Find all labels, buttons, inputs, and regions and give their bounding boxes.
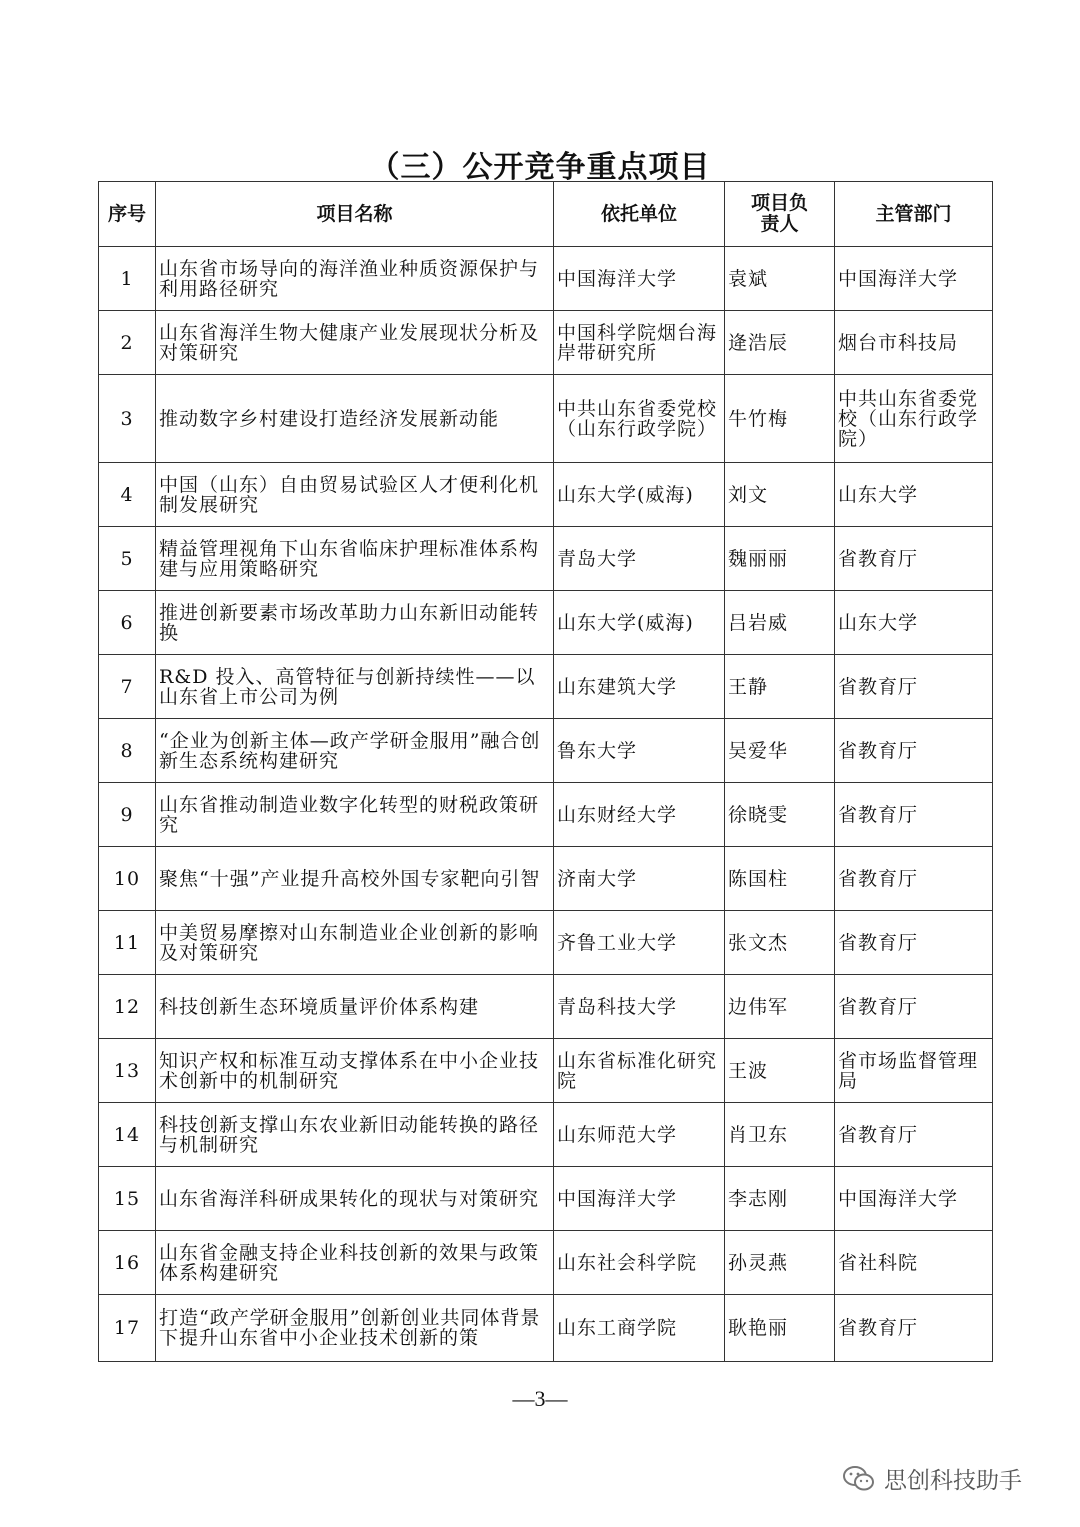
- cell-project-name: “企业为创新主体—政产学研金服用”融合创新生态系统构建研究: [156, 719, 554, 783]
- cell-num: 5: [99, 527, 156, 591]
- cell-project-name: 山东省海洋科研成果转化的现状与对策研究: [156, 1167, 554, 1231]
- table-row: [99, 463, 993, 527]
- projects-table: [98, 181, 993, 1362]
- table-row: [99, 655, 993, 719]
- cell-leader: 魏丽丽: [725, 527, 835, 591]
- cell-leader: 吕岩威: [725, 591, 835, 655]
- watermark-text: 思创科技助手: [884, 1468, 1022, 1494]
- table-body: [99, 247, 993, 1362]
- cell-department: 省教育厅: [835, 527, 993, 591]
- table-row: [99, 1295, 993, 1362]
- table-row: [99, 1167, 993, 1231]
- cell-project-name: 中国（山东）自由贸易试验区人才便利化机制发展研究: [156, 463, 554, 527]
- table-row: [99, 591, 993, 655]
- cell-leader: 肖卫东: [725, 1103, 835, 1167]
- cell-project-name: 推进创新要素市场改革助力山东新旧动能转换: [156, 591, 554, 655]
- table-row: [99, 311, 993, 375]
- cell-project-name: 推动数字乡村建设打造经济发展新动能: [156, 375, 554, 463]
- cell-num: 4: [99, 463, 156, 527]
- table-row: [99, 1039, 993, 1103]
- cell-host-unit: 山东财经大学: [554, 783, 725, 847]
- cell-department: 山东大学: [835, 463, 993, 527]
- cell-leader: 陈国柱: [725, 847, 835, 911]
- cell-leader: 边伟军: [725, 975, 835, 1039]
- cell-project-name: 打造“政产学研金服用”创新创业共同体背景下提升山东省中小企业技术创新的策: [156, 1295, 554, 1362]
- watermark: [842, 1462, 1022, 1495]
- cell-department: 省教育厅: [835, 719, 993, 783]
- page-title: （三）公开竞争重点项目: [369, 150, 711, 185]
- cell-num: 13: [99, 1039, 156, 1103]
- cell-num: 16: [99, 1231, 156, 1295]
- cell-department: 省教育厅: [835, 975, 993, 1039]
- cell-leader: 李志刚: [725, 1167, 835, 1231]
- cell-host-unit: 青岛大学: [554, 527, 725, 591]
- cell-host-unit: 山东省标准化研究院: [554, 1039, 725, 1103]
- cell-leader: 吴爱华: [725, 719, 835, 783]
- cell-host-unit: 鲁东大学: [554, 719, 725, 783]
- table-row: [99, 247, 993, 311]
- cell-department: 山东大学: [835, 591, 993, 655]
- cell-leader: 孙灵燕: [725, 1231, 835, 1295]
- cell-num: 8: [99, 719, 156, 783]
- cell-project-name: 山东省推动制造业数字化转型的财税政策研究: [156, 783, 554, 847]
- cell-host-unit: 山东师范大学: [554, 1103, 725, 1167]
- cell-leader: 张文杰: [725, 911, 835, 975]
- cell-project-name: 山东省市场导向的海洋渔业种质资源保护与利用路径研究: [156, 247, 554, 311]
- cell-num: 14: [99, 1103, 156, 1167]
- cell-department: 省市场监督管理局: [835, 1039, 993, 1103]
- cell-department: 省教育厅: [835, 783, 993, 847]
- cell-project-name: 聚焦“十强”产业提升高校外国专家靶向引智: [156, 847, 554, 911]
- table-row: [99, 527, 993, 591]
- cell-host-unit: 齐鲁工业大学: [554, 911, 725, 975]
- cell-leader: 耿艳丽: [725, 1295, 835, 1362]
- table-row: [99, 375, 993, 463]
- cell-project-name: 山东省金融支持企业科技创新的效果与政策体系构建研究: [156, 1231, 554, 1295]
- cell-project-name: 山东省海洋生物大健康产业发展现状分析及对策研究: [156, 311, 554, 375]
- cell-department: 中共山东省委党校（山东行政学院）: [835, 375, 993, 463]
- cell-num: 7: [99, 655, 156, 719]
- cell-project-name: 精益管理视角下山东省临床护理标准体系构建与应用策略研究: [156, 527, 554, 591]
- cell-host-unit: 山东社会科学院: [554, 1231, 725, 1295]
- cell-leader: 王静: [725, 655, 835, 719]
- table-row: [99, 911, 993, 975]
- cell-host-unit: 中国海洋大学: [554, 1167, 725, 1231]
- table-header-row: [99, 182, 993, 247]
- table-row: [99, 1103, 993, 1167]
- header-dept: 主管部门: [835, 182, 993, 247]
- header-unit: 依托单位: [554, 182, 725, 247]
- cell-department: 省教育厅: [835, 847, 993, 911]
- cell-host-unit: 青岛科技大学: [554, 975, 725, 1039]
- table-row: [99, 1231, 993, 1295]
- header-num: 序号: [99, 182, 156, 247]
- cell-num: 17: [99, 1295, 156, 1362]
- table-row: [99, 719, 993, 783]
- cell-project-name: 知识产权和标准互动支撑体系在中小企业技术创新中的机制研究: [156, 1039, 554, 1103]
- cell-department: 中国海洋大学: [835, 247, 993, 311]
- cell-host-unit: 山东大学(威海): [554, 591, 725, 655]
- table-row: [99, 783, 993, 847]
- cell-department: 省教育厅: [835, 655, 993, 719]
- cell-host-unit: 中国海洋大学: [554, 247, 725, 311]
- cell-leader: 逄浩辰: [725, 311, 835, 375]
- cell-leader: 王波: [725, 1039, 835, 1103]
- cell-leader: 徐晓雯: [725, 783, 835, 847]
- table-row: [99, 847, 993, 911]
- cell-num: 1: [99, 247, 156, 311]
- wechat-icon: [842, 1464, 876, 1494]
- cell-num: 3: [99, 375, 156, 463]
- cell-num: 15: [99, 1167, 156, 1231]
- cell-project-name: 科技创新支撑山东农业新旧动能转换的路径与机制研究: [156, 1103, 554, 1167]
- cell-leader: 刘文: [725, 463, 835, 527]
- cell-department: 省教育厅: [835, 1103, 993, 1167]
- cell-project-name: 中美贸易摩擦对山东制造业企业创新的影响及对策研究: [156, 911, 554, 975]
- page-number: —3—: [512, 1386, 568, 1411]
- cell-project-name: 科技创新生态环境质量评价体系构建: [156, 975, 554, 1039]
- cell-num: 11: [99, 911, 156, 975]
- cell-leader: 袁斌: [725, 247, 835, 311]
- cell-department: 烟台市科技局: [835, 311, 993, 375]
- cell-department: 省社科院: [835, 1231, 993, 1295]
- cell-host-unit: 中国科学院烟台海岸带研究所: [554, 311, 725, 375]
- cell-department: 省教育厅: [835, 1295, 993, 1362]
- cell-host-unit: 济南大学: [554, 847, 725, 911]
- table-row: [99, 975, 993, 1039]
- cell-department: 省教育厅: [835, 911, 993, 975]
- cell-num: 12: [99, 975, 156, 1039]
- header-leader: [725, 182, 835, 247]
- cell-department: 中国海洋大学: [835, 1167, 993, 1231]
- header-leader-text: 项目负责人: [750, 192, 808, 235]
- cell-num: 9: [99, 783, 156, 847]
- cell-host-unit: 中共山东省委党校（山东行政学院）: [554, 375, 725, 463]
- header-name: 项目名称: [156, 182, 554, 247]
- cell-host-unit: 山东大学(威海): [554, 463, 725, 527]
- cell-num: 10: [99, 847, 156, 911]
- cell-host-unit: 山东工商学院: [554, 1295, 725, 1362]
- cell-leader: 牛竹梅: [725, 375, 835, 463]
- cell-host-unit: 山东建筑大学: [554, 655, 725, 719]
- cell-project-name: R&D 投入、高管特征与创新持续性——以山东省上市公司为例: [156, 655, 554, 719]
- cell-num: 2: [99, 311, 156, 375]
- cell-num: 6: [99, 591, 156, 655]
